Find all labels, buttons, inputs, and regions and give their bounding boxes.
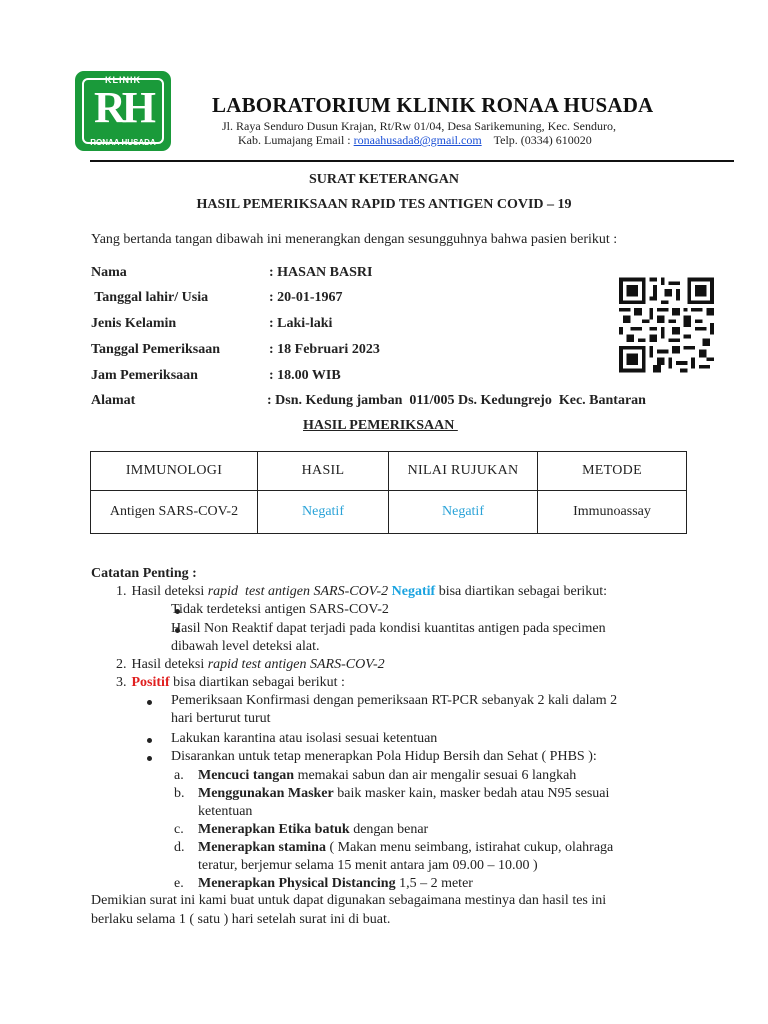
list-number: 1.: [116, 584, 127, 599]
note-1-bullet-2: Hasil Non Reaktif dapat terjadi pada kondisi kuantitas antigen pada specimen: [171, 621, 606, 636]
field-value: : 18.00 WIB: [269, 368, 341, 383]
logo-top-text: KLINIK: [105, 75, 141, 85]
note-3-bullet-3: Disarankan untuk tetap menerapkan Pola Hidup Bersih dan Sehat ( PHBS ):: [171, 749, 597, 764]
cell-test-name: Antigen SARS-COV-2: [91, 491, 258, 534]
list-letter: c.: [174, 822, 184, 837]
phone: Telp. (0334) 610020: [493, 133, 592, 147]
clinic-logo: [75, 71, 171, 151]
note-text: Hasil deteksi: [131, 584, 208, 599]
item-bold: Mencuci tangan: [198, 768, 295, 783]
address-line-1: Jl. Raya Senduro Dusun Krajan, Rt/Rw 01/04, Desa Sarikemuning, Kec. Senduro,: [222, 119, 616, 133]
table-row: [91, 491, 687, 534]
bullet-icon: [147, 756, 152, 761]
field-label: Tanggal Pemeriksaan: [91, 342, 220, 357]
header-divider: [90, 160, 734, 162]
note-3-bullet-1-cont: hari berturut turut: [171, 711, 271, 726]
note-italic: rapid test antigen SARS-COV-2: [207, 584, 389, 599]
list-letter: a.: [174, 768, 184, 783]
list-letter: d.: [174, 840, 185, 855]
note-2: [116, 657, 385, 673]
patient-row: [91, 316, 333, 332]
negatif-keyword: Negatif: [391, 584, 436, 599]
patient-row: [91, 265, 373, 281]
note-text: bisa diartikan sebagai berikut:: [435, 584, 608, 599]
note-3-bullet-1: Pemeriksaan Konfirmasi dengan pemeriksaan RT-PCR sebanyak 2 kali dalam 2: [171, 693, 618, 708]
logo-bottom-text: RONAA HUSADA: [90, 138, 156, 147]
item-text: 1,5 – 2 meter: [395, 876, 473, 891]
note-1-bullet-2-cont: dibawah level deteksi alat.: [171, 639, 320, 654]
list-letter: e.: [174, 876, 184, 891]
field-value: : 18 Februari 2023: [269, 342, 380, 357]
note-1-bullet-1: Tidak terdeteksi antigen SARS-COV-2: [171, 602, 389, 617]
closing-line-2: berlaku selama 1 ( satu ) hari setelah surat ini di buat.: [91, 912, 391, 927]
note-3: [116, 675, 345, 691]
phbs-item-c: [174, 822, 428, 838]
document-title: SURAT KETERANGAN: [308, 172, 459, 187]
positif-keyword: Positif: [131, 675, 170, 690]
logo-letters: RH: [94, 83, 152, 132]
cell-method: Immunoassay: [538, 491, 687, 534]
cell-result: Negatif: [258, 491, 389, 534]
col-header-metode: METODE: [538, 452, 687, 491]
col-header-hasil: HASIL: [258, 452, 389, 491]
patient-row: [91, 342, 380, 358]
item-text: dengan benar: [349, 822, 429, 837]
email-prefix: Kab. Lumajang Email :: [238, 133, 354, 147]
patient-row: [91, 290, 343, 306]
patient-row: [91, 393, 646, 409]
list-number: 3.: [116, 675, 127, 690]
intro-text: Yang bertanda tangan dibawah ini menerangkan dengan sesungguhnya bahwa pasien berikut :: [91, 232, 618, 247]
field-label: Jam Pemeriksaan: [91, 368, 198, 383]
col-header-immunologi: IMMUNOLOGI: [91, 452, 258, 491]
field-label: Nama: [91, 265, 127, 280]
field-value: : Laki-laki: [269, 316, 333, 331]
item-bold: Menerapkan stamina: [198, 840, 326, 855]
phbs-item-a: [174, 768, 576, 784]
cell-reference: Negatif: [389, 491, 538, 534]
field-value: : 20-01-1967: [269, 290, 343, 305]
note-3-bullet-2: Lakukan karantina atau isolasi sesuai ketentuan: [171, 731, 438, 746]
item-bold: Menerapkan Etika batuk: [198, 822, 350, 837]
qr-code-icon: [619, 276, 714, 374]
field-label: Tanggal lahir/ Usia: [91, 290, 209, 305]
item-bold: Menggunakan Masker: [198, 786, 334, 801]
field-value: : Dsn. Kedung jamban 011/005 Ds. Kedungrejo Kec. Bantaran: [267, 393, 646, 408]
item-bold: Menerapkan Physical Distancing: [198, 876, 396, 891]
item-text: ( Makan menu seimbang, istirahat cukup, olahraga: [325, 840, 614, 855]
email-link[interactable]: ronaahusada8@gmail.com: [353, 133, 482, 147]
bullet-icon: [147, 700, 152, 705]
document-subtitle: HASIL PEMERIKSAAN RAPID TES ANTIGEN COVID – 19: [196, 197, 572, 212]
table-header-row: [91, 452, 687, 491]
patient-row: [91, 368, 341, 384]
list-letter: b.: [174, 786, 185, 801]
list-number: 2.: [116, 657, 127, 672]
note-italic: rapid test antigen SARS-COV-2: [207, 657, 385, 672]
field-label: Jenis Kelamin: [91, 316, 177, 331]
item-text: memakai sabun dan air mengalir sesuai 6 langkah: [294, 768, 577, 783]
field-label: Alamat: [91, 393, 136, 408]
results-heading: HASIL PEMERIKSAAN: [303, 418, 458, 433]
notes-heading: Catatan Penting :: [91, 566, 197, 581]
phbs-item-e: [174, 876, 473, 892]
phbs-item-d-cont: teratur, berjemur selama 15 menit antara jam 09.00 – 10.00 ): [198, 858, 538, 873]
col-header-nilai-rujukan: NILAI RUJUKAN: [389, 452, 538, 491]
note-1: [116, 584, 607, 600]
note-text: Hasil deteksi: [131, 657, 208, 672]
item-text: baik masker kain, masker bedah atau N95 sesuai: [333, 786, 610, 801]
lab-name: LABORATORIUM KLINIK RONAA HUSADA: [212, 93, 654, 117]
field-value: : HASAN BASRI: [269, 265, 373, 280]
closing-line-1: Demikian surat ini kami buat untuk dapat digunakan sebagaimana mestinya dan hasil tes ini: [91, 893, 607, 908]
note-text: bisa diartikan sebagai berikut :: [169, 675, 345, 690]
phbs-item-b: [174, 786, 609, 802]
address-line-2: [238, 133, 592, 148]
phbs-item-b-cont: ketentuan: [198, 804, 253, 819]
results-table: [90, 451, 687, 534]
phbs-item-d: [174, 840, 613, 856]
bullet-icon: [147, 738, 152, 743]
